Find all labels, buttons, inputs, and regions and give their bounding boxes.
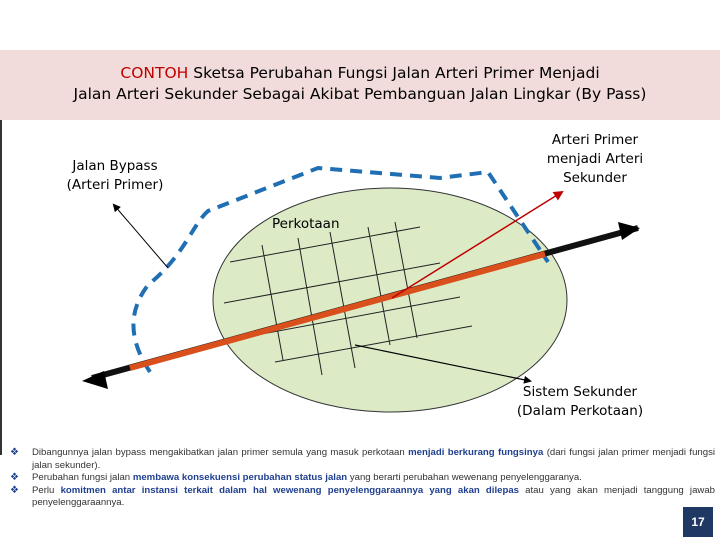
title-line1-rest: Sketsa Perubahan Fungsi Jalan Arteri Primer Menjadi	[188, 64, 600, 82]
bypass-label-pointer	[114, 205, 168, 268]
bullet-marker-icon: ❖	[10, 484, 19, 496]
sistem-label-line1: Sistem Sekunder	[522, 384, 638, 400]
bullet-text-emphasis: menjadi berkurang fungsinya	[408, 447, 544, 458]
arteri-label-line1: Arteri Primer	[551, 132, 639, 148]
sistem-label	[505, 383, 655, 421]
bypass-label-line2: (Arteri Primer)	[66, 177, 164, 193]
bullet-item	[10, 447, 715, 472]
bullet-marker-icon: ❖	[10, 472, 19, 483]
title-prefix: CONTOH	[120, 64, 189, 82]
bullet-text-plain: yang berarti perubahan wewenang penyelenggaranya.	[347, 472, 582, 483]
bullet-text-plain: (dari fungsi jalan primer menjadi fungsi jalan sekunder).	[32, 447, 715, 471]
bullet-text-plain: Perlu	[32, 484, 61, 496]
arteri-label-line3: Sekunder	[563, 170, 627, 186]
sistem-label-line2: (Dalam Perkotaan)	[516, 403, 644, 419]
arteri-label-line2: menjadi Arteri	[546, 151, 644, 167]
bypass-label	[55, 157, 175, 195]
bullet-text	[32, 447, 715, 472]
bullet-text-plain: Perubahan fungsi jalan	[32, 472, 133, 483]
arteri-label	[535, 131, 655, 188]
city-label: Perkotaan	[272, 216, 340, 232]
bullet-text-emphasis: komitmen antar instansi terkait dalam hal wewenang penyelenggaraannya yang akan dilepas	[60, 484, 519, 496]
bullet-marker-icon: ❖	[10, 447, 19, 458]
bypass-label-line1: Jalan Bypass	[72, 158, 158, 174]
bullet-text	[32, 472, 715, 485]
page-number: 17	[683, 507, 713, 537]
bullet-text-emphasis: membawa konsekuensi perubahan status jalan	[132, 472, 348, 483]
road-arrow-left	[82, 371, 108, 389]
bullet-text-plain: atau yang akan menjadi tanggung jawab penyelenggaraannya.	[32, 484, 715, 508]
bullet-item	[10, 485, 715, 510]
bullet-text	[32, 485, 715, 510]
bullet-list	[10, 447, 715, 510]
title-line-2: Jalan Arteri Sekunder Sebagai Akibat Pembanguan Jalan Lingkar (By Pass)	[73, 85, 647, 103]
bullet-text-plain: Dibangunnya jalan bypass mengakibatkan jalan primer semula yang masuk perkotaan	[32, 447, 409, 458]
bullet-item	[10, 472, 715, 485]
